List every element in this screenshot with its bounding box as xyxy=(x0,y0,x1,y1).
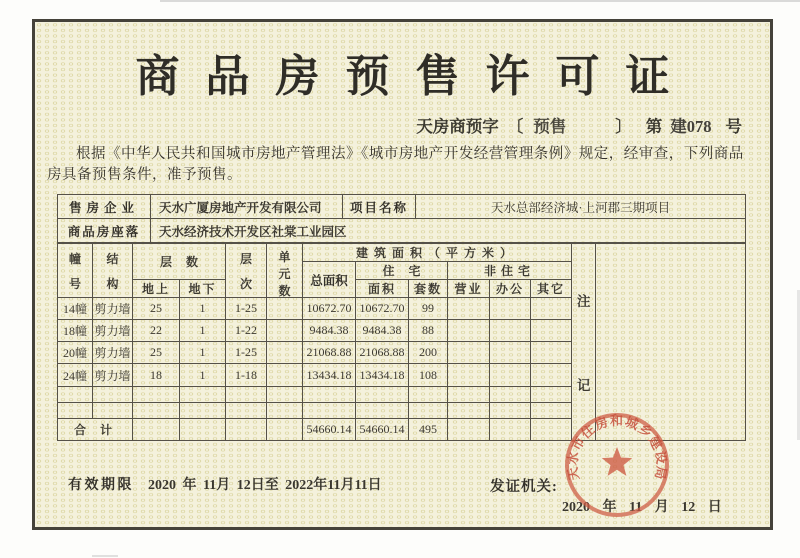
cell-total-area: 13434.18 xyxy=(303,364,356,387)
cell-units xyxy=(267,342,303,364)
cell-res-count: 88 xyxy=(409,320,448,342)
location-label: 商品房座落 xyxy=(58,219,151,243)
cell-below: 1 xyxy=(180,298,226,320)
col-header-other: 其它 xyxy=(531,280,572,298)
cell-business xyxy=(448,342,490,364)
header-char: 层 xyxy=(240,251,253,266)
cell-building: 18幢 xyxy=(58,320,93,342)
seal-star-icon xyxy=(602,447,632,476)
notes-blank-area xyxy=(596,244,746,441)
location-value: 天水经济技术开发区社棠工业园区 xyxy=(151,219,746,243)
note-label-bottom: 记 xyxy=(576,378,591,393)
project-value: 天水总部经济城·上河郡三期项目 xyxy=(416,195,746,219)
col-header-level xyxy=(226,244,267,298)
cell-empty xyxy=(267,403,303,419)
header-char: 幢 xyxy=(68,251,81,266)
cell-structure: 剪力墙 xyxy=(93,342,133,364)
cell-res-area: 13434.18 xyxy=(356,364,409,387)
cell-below: 1 xyxy=(180,320,226,342)
cell-empty xyxy=(133,387,180,403)
cell-empty xyxy=(267,387,303,403)
scan-artifact xyxy=(92,555,118,557)
project-info-table xyxy=(57,194,746,243)
cell-other xyxy=(531,342,572,364)
project-label: 项目名称 xyxy=(343,195,416,219)
cell-total-area: 10672.70 xyxy=(303,298,356,320)
cell-empty xyxy=(267,419,303,441)
cell-structure: 剪力墙 xyxy=(93,298,133,320)
permit-number: 建078 xyxy=(670,117,712,136)
cell-empty xyxy=(180,387,226,403)
cell-empty xyxy=(531,419,572,441)
note-label-top: 注 xyxy=(576,294,591,309)
cell-above: 22 xyxy=(133,320,180,342)
cell-level: 1-25 xyxy=(226,342,267,364)
cell-empty xyxy=(93,403,133,419)
cell-office xyxy=(490,364,531,387)
issuer-label: 发证机关: xyxy=(490,479,558,495)
header-row xyxy=(58,244,746,262)
cell-level: 1-25 xyxy=(226,298,267,320)
cell-res-count-sum: 495 xyxy=(409,419,448,441)
cell-level: 1-22 xyxy=(226,320,267,342)
col-header-below: 地下 xyxy=(180,280,226,298)
cell-level: 1-18 xyxy=(226,364,267,387)
col-header-residential: 住宅 xyxy=(356,262,448,280)
cell-empty xyxy=(448,387,490,403)
cell-empty xyxy=(448,419,490,441)
col-header-area-banner: 建筑面积（平方米） xyxy=(303,244,572,262)
scan-artifact xyxy=(160,0,800,2)
permit-no-suffix: 号 xyxy=(725,117,742,136)
cell-units xyxy=(267,320,303,342)
cell-empty xyxy=(356,403,409,419)
cell-empty xyxy=(531,387,572,403)
cell-res-area-sum: 54660.14 xyxy=(356,419,409,441)
cell-empty xyxy=(180,403,226,419)
cell-units xyxy=(267,298,303,320)
notes-column xyxy=(572,244,596,441)
col-header-building xyxy=(58,244,93,298)
col-header-res-count: 套数 xyxy=(409,280,448,298)
cell-res-count: 99 xyxy=(409,298,448,320)
seller-label: 售房企业 xyxy=(58,195,151,219)
seller-value: 天水广厦房地产开发有限公司 xyxy=(151,195,343,219)
validity-label: 有效期限 xyxy=(68,478,134,493)
cell-empty xyxy=(490,387,531,403)
bracket-close: 〕 xyxy=(615,117,632,136)
col-header-floors: 层数 xyxy=(133,244,226,280)
cell-units xyxy=(267,364,303,387)
cell-business xyxy=(448,298,490,320)
cell-empty xyxy=(58,387,93,403)
cell-building: 24幢 xyxy=(58,364,93,387)
cell-empty xyxy=(226,403,267,419)
cell-above: 25 xyxy=(133,342,180,364)
permit-category: 预售 xyxy=(533,117,567,136)
cell-empty xyxy=(226,419,267,441)
table-row xyxy=(58,219,746,243)
cell-empty xyxy=(180,419,226,441)
cell-other xyxy=(531,298,572,320)
cell-empty xyxy=(531,403,572,419)
building-data-table xyxy=(57,243,746,441)
cell-empty xyxy=(226,387,267,403)
cell-building: 14幢 xyxy=(58,298,93,320)
cell-total-area: 21068.88 xyxy=(303,342,356,364)
cell-res-area: 9484.38 xyxy=(356,320,409,342)
cell-business xyxy=(448,364,490,387)
table-row xyxy=(58,195,746,219)
cell-building: 20幢 xyxy=(58,342,93,364)
cell-other xyxy=(531,364,572,387)
cell-total-area: 9484.38 xyxy=(303,320,356,342)
col-header-total-area: 总面积 xyxy=(303,262,356,298)
permit-prefix: 天房商预字 xyxy=(416,117,499,136)
header-char: 单 xyxy=(278,250,291,264)
issue-date: 2020 年 11 月 12 日 xyxy=(562,500,722,515)
cell-empty xyxy=(93,387,133,403)
bracket-open: 〔 xyxy=(506,117,524,136)
col-header-structure xyxy=(93,244,133,298)
cell-empty xyxy=(303,403,356,419)
cell-empty xyxy=(303,387,356,403)
header-char: 元 xyxy=(278,267,291,281)
col-header-office: 办公 xyxy=(490,280,531,298)
header-char: 号 xyxy=(68,276,81,291)
cell-structure: 剪力墙 xyxy=(93,320,133,342)
cell-empty xyxy=(409,387,448,403)
cell-below: 1 xyxy=(180,364,226,387)
cell-structure: 剪力墙 xyxy=(93,364,133,387)
col-header-above: 地上 xyxy=(133,280,180,298)
validity-value: 2020 年 11月 12日至 2022年11月11日 xyxy=(148,478,382,493)
col-header-non-residential: 非住宅 xyxy=(448,262,572,280)
header-char: 次 xyxy=(240,276,253,291)
cell-empty xyxy=(409,403,448,419)
cell-other xyxy=(531,320,572,342)
cell-empty xyxy=(490,419,531,441)
cell-empty xyxy=(133,403,180,419)
cell-empty xyxy=(448,403,490,419)
certificate-frame xyxy=(32,19,773,530)
cell-office xyxy=(490,342,531,364)
cell-office xyxy=(490,320,531,342)
certificate-title: 商品房预售许可证 xyxy=(135,52,696,101)
cell-empty xyxy=(490,403,531,419)
permit-no-label: 第 xyxy=(645,117,663,136)
cell-above: 25 xyxy=(133,298,180,320)
cell-empty xyxy=(133,419,180,441)
total-label: 合计 xyxy=(58,419,133,441)
cell-res-area: 21068.88 xyxy=(356,342,409,364)
cell-res-count: 200 xyxy=(409,342,448,364)
cell-office xyxy=(490,298,531,320)
seal-text: 天水市住房和城乡建设局 xyxy=(564,413,670,482)
cell-empty xyxy=(356,387,409,403)
cell-res-count: 108 xyxy=(409,364,448,387)
cell-res-area: 10672.70 xyxy=(356,298,409,320)
col-header-res-area: 面积 xyxy=(356,280,409,298)
cell-empty xyxy=(58,403,93,419)
cell-above: 18 xyxy=(133,364,180,387)
header-char: 构 xyxy=(106,276,119,291)
cell-business xyxy=(448,320,490,342)
cell-total-area-sum: 54660.14 xyxy=(303,419,356,441)
header-char: 数 xyxy=(278,284,291,298)
header-char: 结 xyxy=(106,251,119,266)
preamble-text: 根据《中华人民共和国城市房地产管理法》《城市房地产开发经营管理条例》规定，经审查，下列商品房具备预售条件，准予预售。 xyxy=(47,146,744,183)
col-header-business: 营业 xyxy=(448,280,490,298)
col-header-units xyxy=(267,244,303,298)
permit-number-line xyxy=(416,113,742,137)
cell-below: 1 xyxy=(180,342,226,364)
validity-line xyxy=(68,474,382,494)
